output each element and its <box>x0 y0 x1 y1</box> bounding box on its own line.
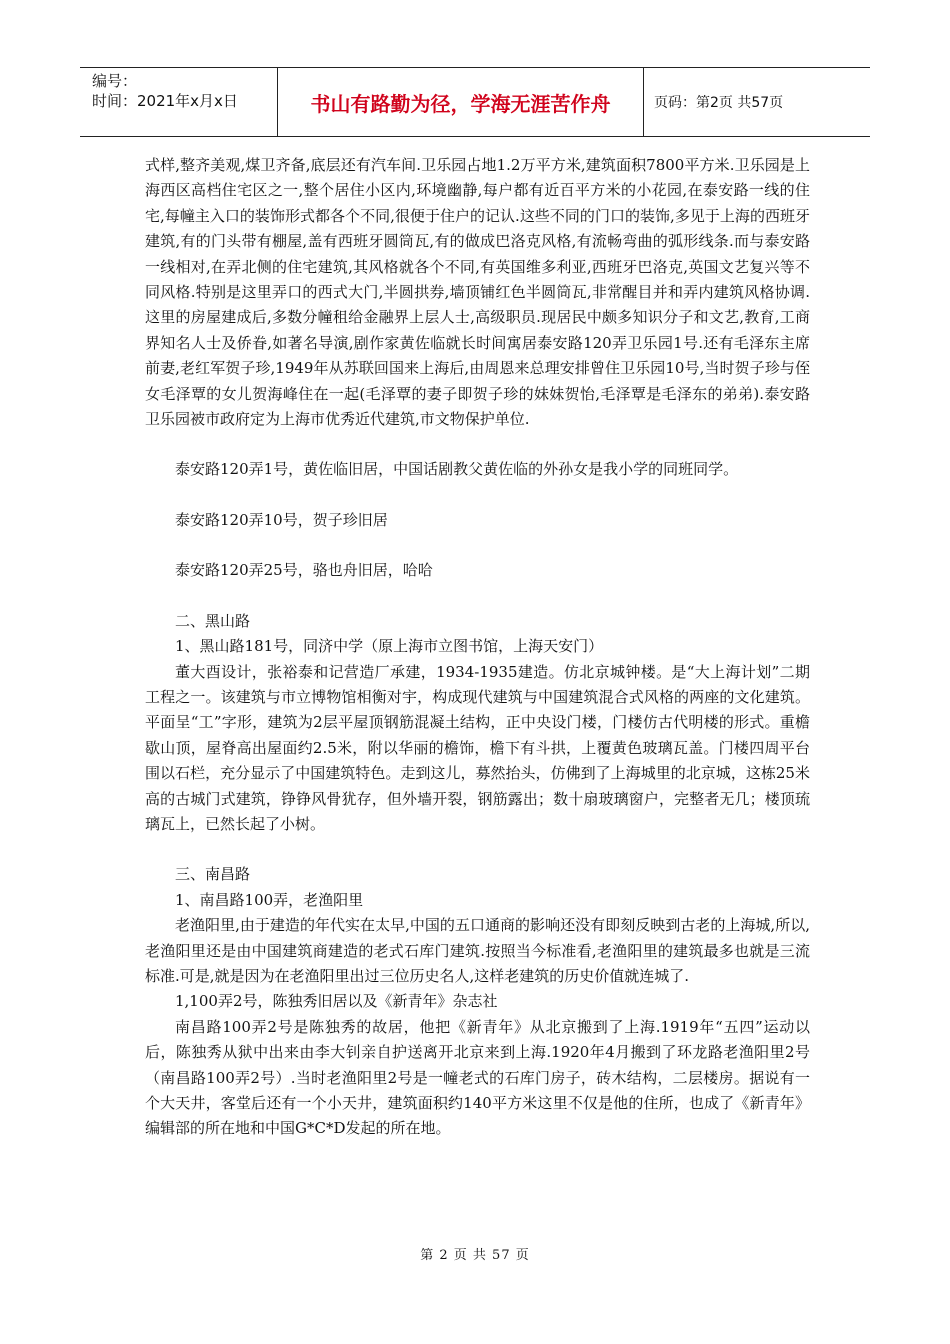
page-header <box>80 67 870 137</box>
subheading-heishan-181: 1、黑山路181号，同济中学（原上海市立图书馆，上海天安门） <box>175 637 604 656</box>
document-body <box>145 153 810 1142</box>
paragraph-huang-zuolin: 泰安路120弄1号，黄佐临旧居，中国话剧教父黄佐临的外孙女是我小学的同班同学。 <box>175 460 739 479</box>
page-footer: 第 2 页 共 57 页 <box>420 1248 530 1263</box>
paragraph-tongji-middle-school: 董大酉设计，张裕泰和记营造厂承建，1934-1935建造。仿北京城钟楼。是“大上海计划”二期工程之一。该建筑与市立博物馆相衡对宇，构成现代建筑与中国建筑混合式风格的两座的文化建筑。平面呈“工”字形，建筑为2层平屋顶钢筋混凝土结构，正中央设门楼，门楼仿古代明楼的形式。重檐歇山顶，屋脊高出屋面约2.5米，附以华丽的檐饰，檐下有斗拱，上覆黄色玻璃瓦盖。门楼四周平台围以石栏，充分显示了中国建筑特色。走到这儿，募然抬头，仿佛到了上海城里的北京城，这栋25米高的古城门式建筑，铮铮风骨犹存，但外墙开裂，钢筋露出；数十扇玻璃窗户，完整者无几；楼顶琉璃瓦上，已然长起了小树。 <box>145 662 810 833</box>
subheading-chen-duxiu: 1,100弄2号，陈独秀旧居以及《新青年》杂志社 <box>175 992 498 1011</box>
section-heading-nanchang: 三、南昌路 <box>175 865 251 884</box>
section-heading-heishan: 二、黑山路 <box>175 611 251 630</box>
header-motto: 书山有路勤为径，学海无涯苦作舟 <box>278 68 644 136</box>
paragraph-chen-duxiu: 南昌路100弄2号是陈独秀的故居，他把《新青年》从北京搬到了上海.1919年“五四”运动以后，陈独秀从狱中出来由李大钊亲自护送离开北京来到上海.1920年4月搬到了环龙路老渔阳里2号（南昌路100弄2号）.当时老渔阳里2号是一幢老式的石库门房子，砖木结构，二层楼房。据说有一个大天井，客堂后还有一个小天井，建筑面积约140平方米这里不仅是他的住所，也成了《新青年》编辑部的所在地和中国G*C*D发起的所在地。 <box>145 1017 810 1138</box>
subheading-nanchang-100: 1、南昌路100弄，老渔阳里 <box>175 890 364 909</box>
header-page-info: 页码：第2页 共57页 <box>654 95 784 111</box>
header-meta <box>80 68 278 136</box>
paragraph-weileyuan: 式样,整齐美观,煤卫齐备,底层还有汽车间.卫乐园占地1.2万平方米,建筑面积7800平方米.卫乐园是上海西区高档住宅区之一,整个居住小区内,环境幽静,每户都有近百平方米的小花园,在泰安路一线的住宅,每幢主入口的装饰形式都各个不同,很便于住户的记认.这些不同的门口的装饰,多见于上海的西班牙建筑,有的门头带有棚屋,盖有西班牙圆筒瓦,有的做成巴洛克风格,有流畅弯曲的弧形线条.而与泰安路一线相对,在弄北侧的住宅建筑,其风格就各个不同,有英国维多利亚,西班牙巴洛克,英国文艺复兴等不同风格.特别是这里弄口的西式大门,半圆拱券,墙顶铺红色半圆筒瓦,非常醒目并和弄内建筑风格协调.这里的房屋建成后,多数分幢租给金融界上层人士,高级职员.现居民中颇多知识分子和文艺,教育,工商界知名人士及侨眷,如著名导演,剧作家黄佐临就长时间寓居泰安路120弄卫乐园1号.还有毛泽东主席前妻,老红军贺子珍,1949年从苏联回国来上海后,由周恩来总理安排曾住卫乐园10号,当时贺子珍与侄女毛泽覃的女儿贺海峰住在一起(毛泽覃的妻子即贺子珍的妹妹贺怡,毛泽覃是毛泽东的弟弟).泰安路卫乐园被市政府定为上海市优秀近代建筑,市文物保护单位. <box>145 156 810 429</box>
document-date-label: 时间：2021年x月x日 <box>92 92 238 110</box>
paragraph-luo-yezhou: 泰安路120弄25号，骆也舟旧居，哈哈 <box>175 561 433 580</box>
paragraph-he-zizhen: 泰安路120弄10号，贺子珍旧居 <box>175 510 388 529</box>
paragraph-laoyuyangli: 老渔阳里,由于建造的年代实在太早,中国的五口通商的影响还没有即刻反映到古老的上海城,所以,老渔阳里还是由中国建筑商建造的老式石库门建筑.按照当今标准看,老渔阳里的建筑最多也就是三流标准.可是,就是因为在老渔阳里出过三位历史名人,这样老建筑的历史价值就连城了. <box>145 916 810 985</box>
document-number-label: 编号： <box>92 72 138 90</box>
